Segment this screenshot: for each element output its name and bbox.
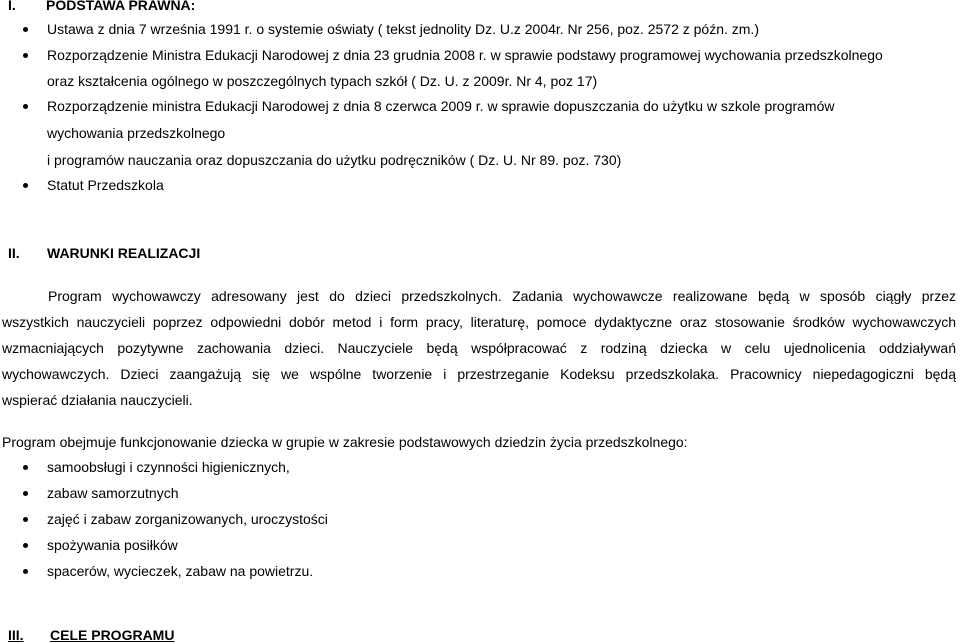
list-item: [0, 98, 960, 114]
list-item: [0, 459, 960, 475]
bullet-icon: [23, 104, 28, 109]
list-item: [0, 537, 960, 553]
list-item-text: zajęć i zabaw zorganizowanych, uroczystości: [47, 511, 328, 527]
list-item-continuation: oraz kształcenia ogólnego w poszczególnych typach szkół ( Dz. U. z 2009r. Nr 4, poz 17): [47, 73, 598, 89]
section-2-heading: [8, 245, 200, 261]
list-item-continuation: wychowania przedszkolnego: [47, 125, 226, 141]
section-2-title: WARUNKI REALIZACJI: [47, 245, 201, 261]
list-item: [0, 511, 960, 527]
list-item-text: Rozporządzenie ministra Edukacji Narodowej z dnia 8 czerwca 2009 r. w sprawie dopuszczania do użytku w szkole programów: [47, 98, 835, 114]
bullet-icon: [23, 53, 28, 58]
paragraph-line: Program wychowawczy adresowany jest do dzieci przedszkolnych. Zadania wychowawcze realizowane będą w sposób ciągły przez: [48, 288, 956, 304]
paragraph-line: wychowawczych. Dzieci zaangażują się we wspólne tworzenie i przestrzeganie Kodeksu przedszkolaka. Pracownicy niepedagogiczni będą: [2, 366, 956, 382]
list-item: [0, 177, 960, 193]
program-areas-list: [0, 459, 960, 579]
list-item-continuation: i programów nauczania oraz dopuszczania do użytku podręczników ( Dz. U. Nr 89. poz. 730): [47, 152, 622, 168]
list-item: [0, 563, 960, 579]
list-item: [0, 21, 960, 37]
legal-basis-list: [0, 177, 960, 193]
section-3-heading: [8, 627, 174, 643]
list-item-text: samoobsługi i czynności higienicznych,: [47, 459, 290, 475]
legal-basis-list: [0, 98, 960, 114]
list-item-text: zabaw samorzutnych: [47, 485, 179, 501]
legal-basis-list: [0, 21, 960, 37]
list-item: [0, 47, 960, 63]
list-item-text: Ustawa z dnia 7 września 1991 r. o systemie oświaty ( tekst jednolity Dz. U.z 2004r. Nr 256, poz. 2572 z późn. zm.): [47, 21, 759, 37]
bullet-icon: [23, 183, 28, 188]
list-item: [0, 485, 960, 501]
bullet-icon: [23, 465, 28, 470]
bullet-icon: [23, 491, 28, 496]
section-3-number: III.: [8, 627, 24, 643]
section-3-title: CELE PROGRAMU: [50, 627, 175, 643]
paragraph-line: wzmacniających pozytywne zachowania dzieci. Nauczyciele będą współpracować z rodziną dziecka w celu ujednolicenia oddziaływań: [2, 340, 956, 356]
section-2-number: II.: [8, 245, 20, 261]
list-item-text: Rozporządzenie Ministra Edukacji Narodowej z dnia 23 grudnia 2008 r. w sprawie podstawy programowej wychowania przedszkolnego: [47, 47, 883, 63]
legal-basis-list: [0, 47, 960, 63]
bullet-icon: [23, 543, 28, 548]
bullet-icon: [23, 569, 28, 574]
section-1-title: PODSTAWA PRAWNA:: [46, 0, 196, 13]
section-1-heading: [8, 0, 195, 13]
paragraph-line: wspierać działania nauczycieli.: [2, 392, 193, 408]
list-item-text: spożywania posiłków: [47, 537, 178, 553]
bullet-icon: [23, 27, 28, 32]
bullet-icon: [23, 517, 28, 522]
list-item-text: spacerów, wycieczek, zabaw na powietrzu.: [47, 563, 314, 579]
section-1-number: I.: [8, 0, 16, 13]
list-item-text: Statut Przedszkola: [47, 177, 164, 193]
program-intro: Program obejmuje funkcjonowanie dziecka w grupie w zakresie podstawowych dziedzin życia przedszkolnego:: [2, 434, 688, 450]
paragraph-line: wszystkich nauczycieli poprzez odpowiedni dobór metod i form pracy, literaturę, pomoce dydaktyczne oraz stosowanie środków wychowawczych: [2, 314, 956, 330]
